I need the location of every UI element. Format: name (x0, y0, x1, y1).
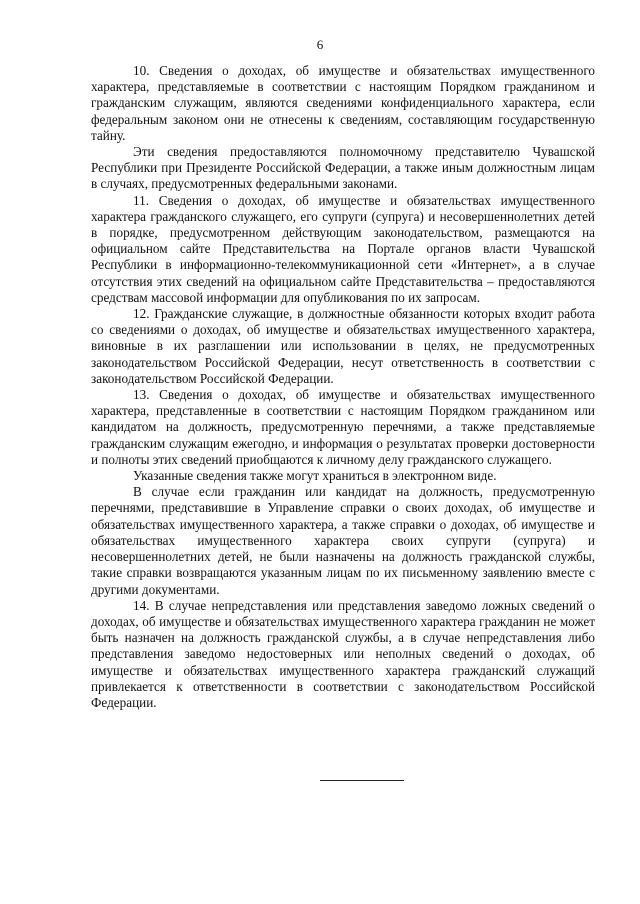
paragraph-13-electronic: Указанные сведения также могут храниться в электронном виде. (133, 468, 497, 484)
end-of-text-line (320, 780, 404, 781)
paragraph-10: 10. Сведения о доходах, об имуществе и обязательствах имущественного характера, представляемые в соответствии с настоящим Порядком гражданином и гражданским служащим, являются сведениями конфиденциального характера, если федеральным законом они не отнесены к сведениям, составляющим государственную тайну. (91, 63, 595, 143)
paragraph-14: 14. В случае непредставления или представления заведомо ложных сведений о доходах, об имуществе и обязательствах имущественного характера гражданин не может быть назначен на должность гражданской службы, а в случае непредставления либо представления заведомо недостоверных или неполных сведений о доходах, об имуществе и обязательствах имущественного характера гражданский служащий привлекается к ответственности в соответствии с законодательством Российской Федерации. (91, 597, 595, 710)
paragraph-12: 12. Гражданские служащие, в должностные обязанности которых входит работа со сведениями о доходах, об имуществе и обязательствах имущественного характера, виновные в их разглашении или использовании в целях, не предусмотренных законодательством Российской Федерации, несут ответственность в соответствии с законодательством Российской Федерации. (91, 306, 595, 386)
paragraph-13: 13. Сведения о доходах, об имуществе и обязательствах имущественного характера, представленные в соответствии с настоящим Порядком гражданином или кандидатом на должность, предусмотренную перечнями, а также представляемые гражданским служащим ежегодно, и информация о результатах проверки достоверности и полноты этих сведений приобщаются к личному делу гражданского служащего. (91, 387, 595, 467)
paragraph-11: 11. Сведения о доходах, об имуществе и обязательствах имущественного характера гражданского служащего, его супруги (супруга) и несовершеннолетних детей в порядке, предусмотренном действующим законодательством, размещаются на официальном сайте Представительства на Портале органов власти Чувашской Республики в информационно-телекоммуникационной сети «Интернет», а в случае отсутствия этих сведений на официальном сайте Представительства – предоставляются средствам массовой информации для опубликования по их запросам. (91, 192, 595, 305)
page-number: 6 (316, 37, 324, 52)
document-body (91, 63, 595, 711)
paragraph-10-continuation: Эти сведения предоставляются полномочному представителю Чувашской Республики при Президенте Российской Федерации, а также иным должностным лицам в случаях, предусмотренных федеральными законами. (91, 144, 595, 192)
paragraph-13-return: В случае если гражданин или кандидат на должность, предусмотренную перечнями, представившие в Управление справки о своих доходах, об имуществе и обязательствах имущественного характера, а также справки о доходах, об имуществе и обязательствах имущественного характера своих супруги (супруга) и несовершеннолетних детей, не были назначены на должность гражданской службы, такие справки возвращаются указанным лицам по их письменному заявлению вместе с другими документами. (91, 484, 595, 597)
